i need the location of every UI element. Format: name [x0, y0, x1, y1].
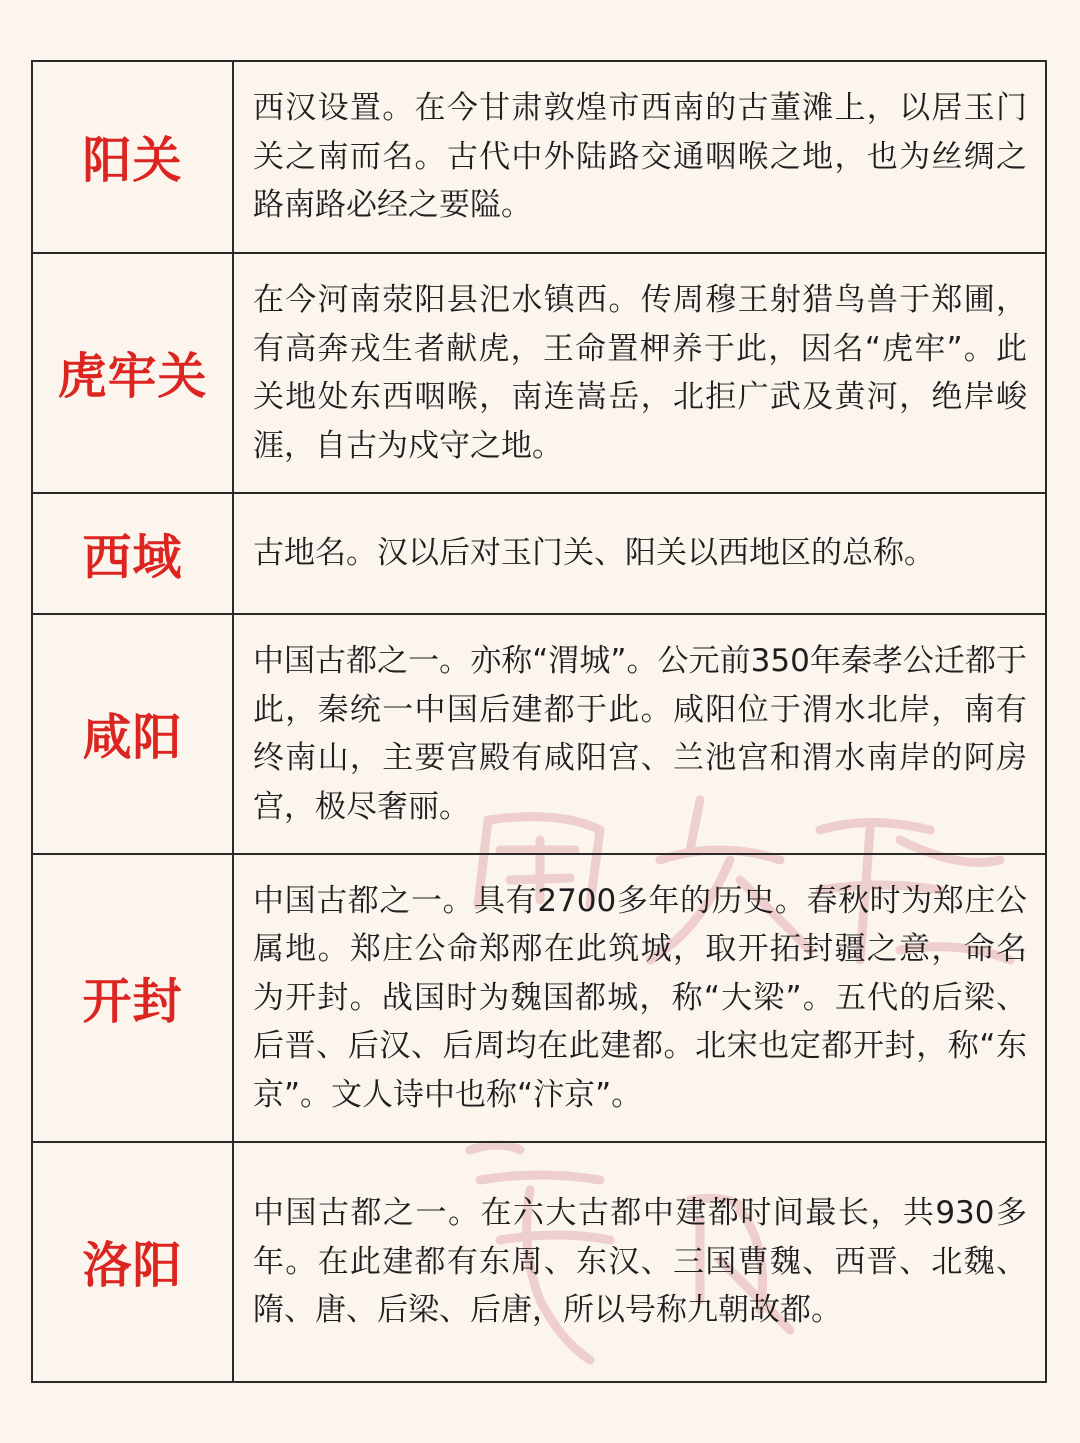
description-cell: 古地名。汉以后对玉门关、阳关以西地区的总称。: [233, 493, 1046, 614]
table-row: [32, 61, 1046, 253]
description-cell: 中国古都之一。在六大古都中建都时间最长，共930多年。在此建都有东周、东汉、三国曹魏、西晋、北魏、隋、唐、后梁、后唐，所以号称九朝故都。: [233, 1142, 1046, 1382]
table-row: [32, 1142, 1046, 1382]
term-cell: 西域: [32, 493, 233, 614]
description-cell: 中国古都之一。亦称“渭城”。公元前350年秦孝公迁都于此，秦统一中国后建都于此。咸阳位于渭水北岸，南有终南山，主要宫殿有咸阳宫、兰池宫和渭水南岸的阿房宫，极尽奢丽。: [233, 614, 1046, 854]
term-cell: 虎牢关: [32, 253, 233, 493]
description-cell: 在今河南荥阳县汜水镇西。传周穆王射猎鸟兽于郑圃，有高奔戎生者献虎，王命置柙养于此，因名“虎牢”。此关地处东西咽喉，南连嵩岳，北拒广武及黄河，绝岸峻涯，自古为戍守之地。: [233, 253, 1046, 493]
term-table: [31, 60, 1047, 1383]
table-row: [32, 614, 1046, 854]
term-cell: 开封: [32, 854, 233, 1142]
description-cell: 西汉设置。在今甘肃敦煌市西南的古董滩上，以居玉门关之南而名。古代中外陆路交通咽喉之地，也为丝绸之路南路必经之要隘。: [233, 61, 1046, 253]
description-cell: 中国古都之一。具有2700多年的历史。春秋时为郑庄公属地。郑庄公命郑邴在此筑城，取开拓封疆之意，命名为开封。战国时为魏国都城，称“大梁”。五代的后梁、后晋、后汉、后周均在此建都。北宋也定都开封，称“东京”。文人诗中也称“汴京”。: [233, 854, 1046, 1142]
term-cell: 咸阳: [32, 614, 233, 854]
term-cell: 洛阳: [32, 1142, 233, 1382]
table-row: [32, 253, 1046, 493]
term-cell: 阳关: [32, 61, 233, 253]
table-row: [32, 493, 1046, 614]
table-row: [32, 854, 1046, 1142]
